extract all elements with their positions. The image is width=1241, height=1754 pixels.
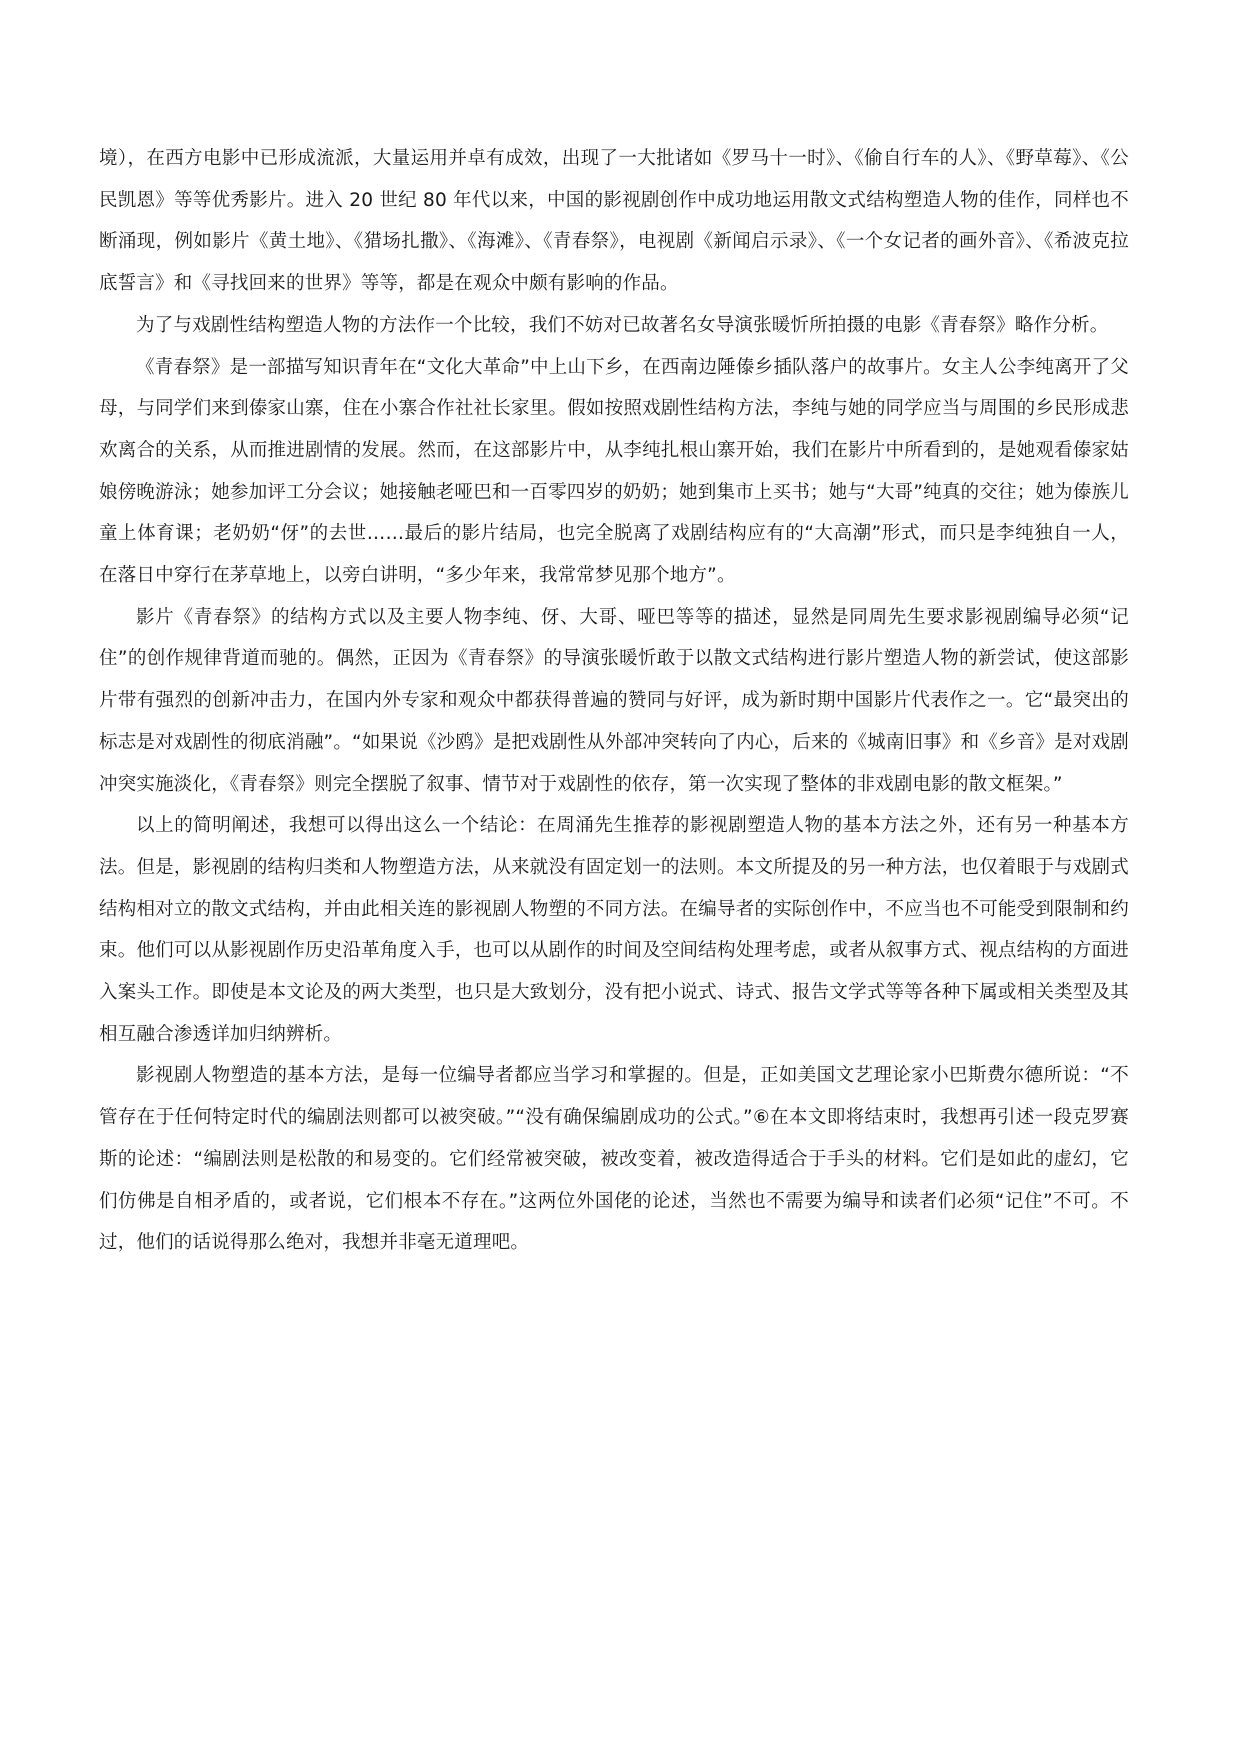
paragraph-comparison-intro: 为了与戏剧性结构塑造人物的方法作一个比较，我们不妨对已故著名女导演张暖忻所拍摄的电影《青春祭》略作分析。 <box>136 314 1109 336</box>
paragraph-qingchunji-analysis: 影片《青春祭》的结构方式以及主要人物李纯、伢、大哥、哑巴等等的描述，显然是同周先生要求影视剧编导必须“记住”的创作规律背道而驰的。偶然，正因为《青春祭》的导演张暖忻敢于以散文式结构进行影片塑造人物的新尝试，使这部影片带有强烈的创新冲击力，在国内外专家和观众中都获得普遍的赞同与好评，成为新时期中国影片代表作之一。它“最突出的标志是对戏剧性的彻底消融”。“如果说《沙鸥》是把戏剧性从外部冲突转向了内心，后来的《城南旧事》和《乡音》是对戏剧冲突实施淡化，《青春祭》则完全摆脱了叙事、情节对于戏剧性的依存，第一次实现了整体的非戏剧电影的散文框架。” <box>99 606 1129 795</box>
paragraph-film-examples: 境），在西方电影中已形成流派，大量运用并卓有成效，出现了一大批诸如《罗马十一时》、《偷自行车的人》、《野草莓》、《公民凯恩》等等优秀影片。进入 20 世纪 80 年代以来，中国的影视剧创作中成功地运用散文式结构塑造人物的佳作，同样也不断涌现，例如影片《黄土地》、《猎场扎撒》、《海滩》、《青春祭》，电视剧《新闻启示录》、《一个女记者的画外音》、《希波克拉底誓言》和《寻找回来的世界》等等，都是在观众中颇有影响的作品。 <box>99 148 1129 295</box>
paragraph-qingchunji-synopsis: 《青春祭》是一部描写知识青年在“文化大革命”中上山下乡，在西南边陲傣乡插队落户的故事片。女主人公李纯离开了父母，与同学们来到傣家山寨，住在小寨合作社社长家里。假如按照戏剧性结构方法，李纯与她的同学应当与周围的乡民形成悲欢离合的关系，从而推进剧情的发展。然而，在这部影片中，从李纯扎根山寨开始，我们在影片中所看到的，是她观看傣家姑娘傍晚游泳；她参加评工分会议；她接触老哑巴和一百零四岁的奶奶；她到集市上买书；她与“大哥”纯真的交往；她为傣族儿童上体育课；老奶奶“伢”的去世……最后的影片结局，也完全脱离了戏剧结构应有的“大高潮”形式，而只是李纯独自一人，在落日中穿行在茅草地上，以旁白讲明，“多少年来，我常常梦见那个地方”。 <box>99 356 1129 587</box>
paragraph-closing-quotes: 影视剧人物塑造的基本方法，是每一位编导者都应当学习和掌握的。但是，正如美国文艺理论家小巴斯费尔德所说：“不管存在于任何特定时代的编剧法则都可以被突破。”“没有确保编剧成功的公式。”⑥在本文即将结束时，我想再引述一段克罗赛斯的论述：“编剧法则是松散的和易变的。它们经常被突破，被改变着，被改造得适合于手头的材料。它们是如此的虚幻，它们仿佛是自相矛盾的，或者说，它们根本不存在。”这两位外国佬的论述，当然也不需要为编导和读者们必须“记住”不可。不过，他们的话说得那么绝对，我想并非毫无道理吧。 <box>99 1065 1129 1254</box>
paragraph-conclusion: 以上的简明阐述，我想可以得出这么一个结论：在周涌先生推荐的影视剧塑造人物的基本方法之外，还有另一种基本方法。但是，影视剧的结构归类和人物塑造方法，从来就没有固定划一的法则。本文所提及的另一种方法，也仅着眼于与戏剧式结构相对立的散文式结构，并由此相关连的影视剧人物塑的不同方法。在编导者的实际创作中，不应当也不可能受到限制和约束。他们可以从影视剧作历史沿革角度入手，也可以从剧作的时间及空间结构处理考虑，或者从叙事方式、视点结构的方面进入案头工作。即使是本文论及的两大类型，也只是大致划分，没有把小说式、诗式、报告文学式等等各种下属或相关类型及其相互融合渗透详加归纳辨析。 <box>99 815 1129 1045</box>
document-body <box>99 138 1129 1264</box>
